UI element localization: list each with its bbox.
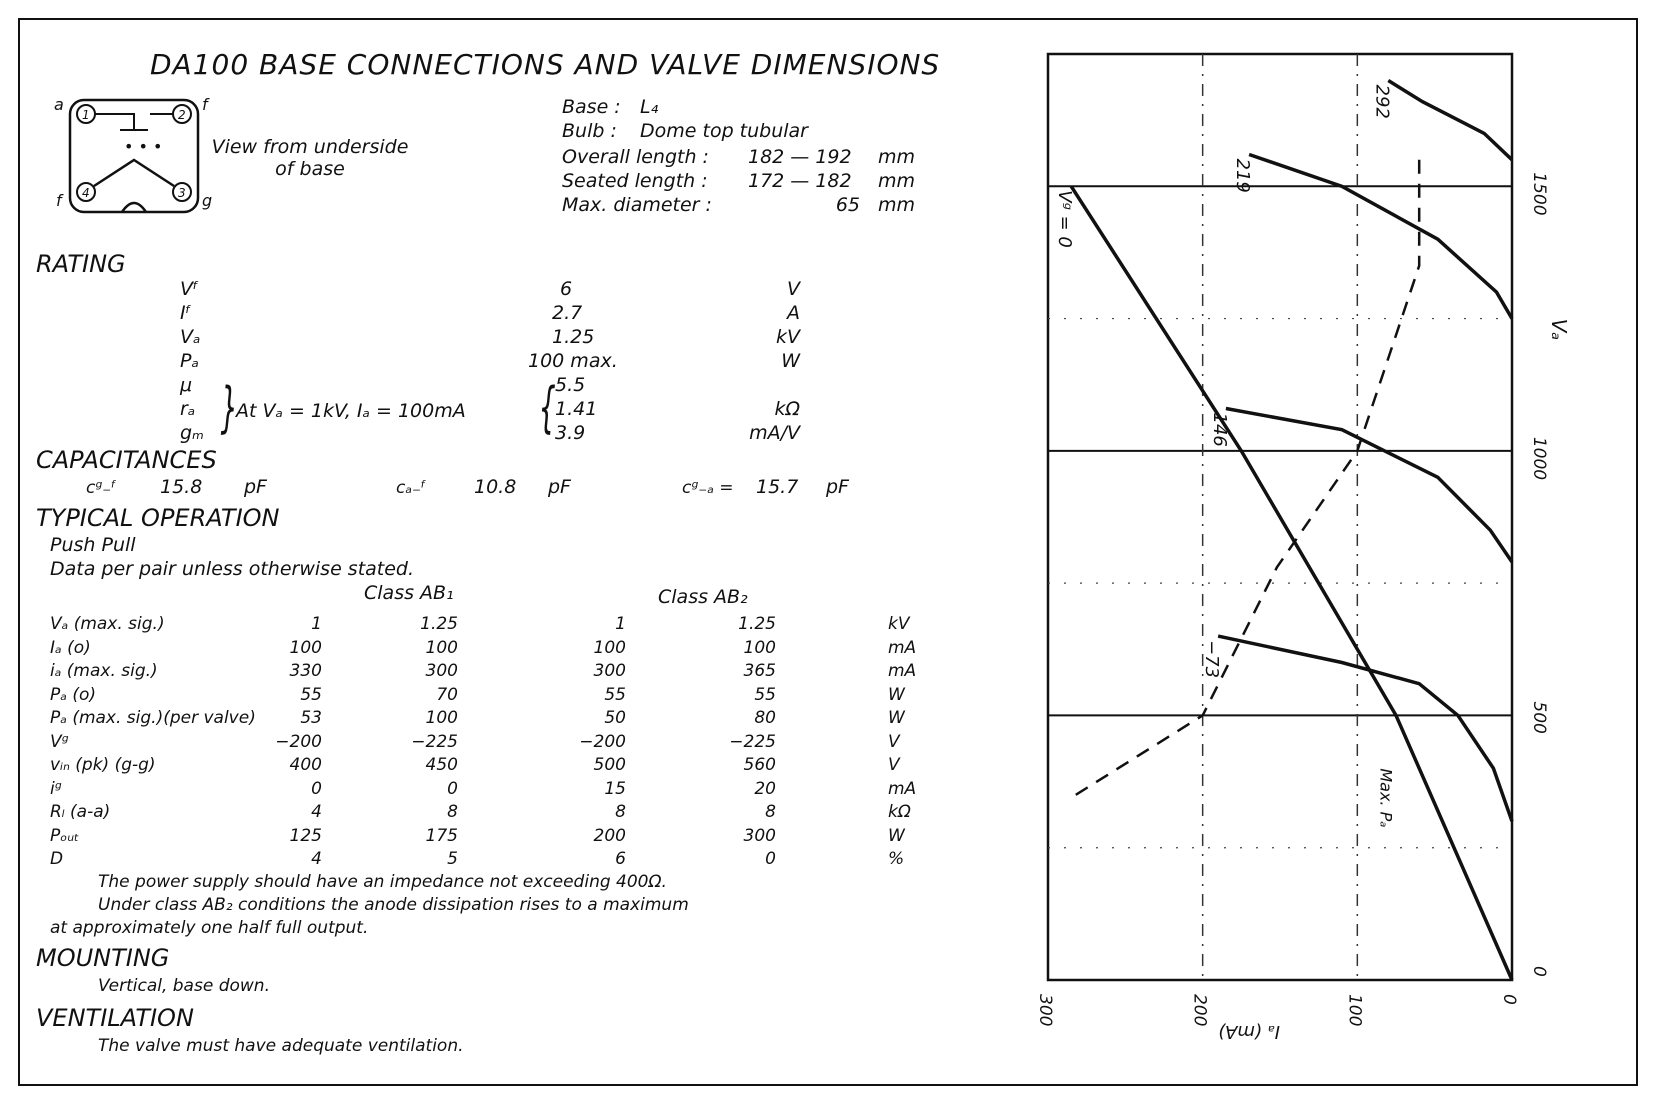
anode-characteristics-chart [1000, 40, 1620, 1080]
op-cell: 5 [447, 849, 458, 869]
op-cell: 15 [604, 778, 626, 799]
push-pull-label: Push Pull [50, 534, 136, 556]
op-cell: 1 [311, 614, 322, 634]
pin-3-label: 3 [178, 186, 186, 200]
op-cell: 125 [289, 825, 322, 846]
x-tick-label: 500 [1529, 701, 1549, 734]
op-cell: 8 [765, 802, 776, 822]
cap-unit: pF [826, 476, 849, 498]
rating-value: 100 max. [528, 350, 618, 372]
op-row-label: iᵍ [50, 778, 62, 799]
cap-value: 15.8 [160, 476, 203, 498]
dim-overall-unit: mm [878, 146, 916, 168]
rating-value: 5.5 [555, 374, 586, 396]
rating-heading: RATING [36, 250, 126, 278]
pin-1-label: 1 [82, 108, 90, 122]
op-cell: −225 [729, 731, 776, 752]
op-cell: 200 [593, 825, 626, 846]
ventilation-heading: VENTILATION [36, 1004, 194, 1032]
op-row-label: vᵢₙ (pk) (g-g) [50, 755, 156, 775]
anode-curve [1388, 81, 1512, 160]
max-dissipation-curve [1076, 160, 1419, 795]
right-brace: } [220, 376, 238, 439]
op-cell: −225 [411, 731, 458, 752]
dim-overall-value: 182 — 192 [748, 146, 852, 168]
capacitances-heading: CAPACITANCES [36, 446, 217, 474]
op-unit: % [888, 849, 905, 869]
op-cell: −200 [579, 731, 626, 752]
data-note: Data per pair unless otherwise stated. [50, 558, 415, 580]
op-cell: 6 [615, 849, 626, 869]
rating-unit: mA/V [749, 422, 800, 444]
op-row-label: Vₐ (max. sig.) [50, 614, 165, 634]
op-row-label: iₐ (max. sig.) [50, 661, 158, 681]
power-supply-note: The power supply should have an impedance not exceeding 400Ω. [98, 872, 667, 892]
dim-diameter-label: Max. diameter : [562, 194, 712, 216]
op-cell: 400 [289, 755, 322, 775]
op-unit: kΩ [888, 802, 911, 822]
pin-label-bottom-right: g [202, 191, 213, 210]
curve-label: 219 [1232, 158, 1254, 193]
page-title: DA100 BASE CONNECTIONS AND VALVE DIMENSIONS [150, 48, 941, 81]
rating-condition: At Vₐ = 1kV, Iₐ = 100mA [236, 400, 466, 422]
cap-unit: pF [244, 476, 267, 498]
svg-text:• • •: • • • [124, 137, 163, 156]
ventilation-text: The valve must have adequate ventilation. [98, 1036, 464, 1056]
op-cell: 20 [754, 778, 776, 799]
y-axis-label: Iₐ (mA) [1218, 1021, 1280, 1042]
rating-unit: V [787, 278, 800, 300]
left-brace: { [538, 376, 556, 439]
op-unit: mA [888, 778, 917, 799]
op-unit: W [888, 708, 905, 728]
op-unit: V [888, 755, 900, 775]
y-tick-label: 100 [1344, 994, 1365, 1027]
op-cell: 8 [615, 802, 626, 822]
dim-base-value: L₄ [640, 96, 659, 118]
op-cell: 100 [593, 637, 626, 658]
op-unit: kV [888, 614, 910, 634]
op-cell: 80 [754, 708, 776, 728]
rating-value: 3.9 [555, 422, 586, 444]
y-tick-label: 0 [1499, 994, 1519, 1005]
op-cell: 4 [311, 849, 322, 869]
dim-diameter-value: 65 [835, 194, 860, 216]
cap-value: 10.8 [474, 476, 517, 498]
dim-overall-label: Overall length : [562, 146, 709, 168]
rating-value: 2.7 [552, 302, 583, 324]
op-cell: 8 [447, 802, 458, 822]
op-cell: 70 [436, 684, 458, 705]
class-ab2-note-cont: at approximately one half full output. [50, 918, 369, 938]
rating-value: 6 [560, 278, 573, 300]
pin-label-bottom-left: f [56, 191, 62, 210]
op-cell: 330 [289, 661, 322, 681]
op-cell: 0 [765, 849, 776, 869]
rating-value: 1.25 [552, 326, 595, 348]
op-cell: 100 [425, 708, 458, 728]
op-cell: 1 [615, 614, 626, 634]
typical-operation-heading: TYPICAL OPERATION [36, 504, 280, 532]
curve-label: 292 [1371, 84, 1393, 119]
op-cell: 100 [425, 637, 458, 658]
class-ab1-header: Class AB₁ [364, 582, 454, 604]
op-cell: 300 [593, 661, 626, 681]
op-cell: 175 [425, 825, 458, 846]
op-unit: mA [888, 637, 917, 658]
op-cell: 1.25 [738, 614, 776, 634]
op-cell: 4 [311, 802, 322, 822]
x-tick-label: 1500 [1529, 172, 1549, 216]
pin-2-label: 2 [178, 108, 186, 122]
curve-label: 146 [1208, 412, 1230, 447]
op-cell: 560 [743, 755, 776, 775]
dim-seated-unit: mm [878, 170, 916, 192]
op-cell: 0 [447, 778, 458, 799]
op-cell: 300 [425, 661, 458, 681]
op-unit: W [888, 684, 905, 705]
x-tick-label: 1000 [1529, 436, 1549, 481]
op-cell: 100 [743, 637, 776, 658]
op-cell: 500 [593, 755, 626, 775]
base-caption-line1: View from underside [211, 136, 409, 158]
dim-bulb-label: Bulb : [562, 120, 617, 142]
op-cell: −200 [275, 731, 322, 752]
base-caption-line2: of base [275, 158, 345, 180]
y-tick-label: 200 [1189, 994, 1210, 1027]
op-cell: 55 [604, 684, 626, 705]
cap-label: cᵍ₋ᶠ [86, 478, 117, 498]
mounting-text: Vertical, base down. [98, 976, 270, 996]
dim-seated-label: Seated length : [562, 170, 708, 192]
rating-value: 1.41 [555, 398, 598, 420]
class-ab2-note: Under class AB₂ conditions the anode dissipation rises to a maximum [98, 895, 689, 915]
pin-label-top-left: a [54, 95, 64, 114]
curve-label: Vᵍ = 0 [1054, 190, 1076, 248]
rating-unit: W [781, 350, 800, 372]
dim-diameter-unit: mm [878, 194, 916, 216]
op-cell: 365 [743, 661, 776, 681]
cap-unit: pF [548, 476, 571, 498]
cap-label: cᵍ₋ₐ = [682, 478, 734, 498]
rating-symbol: Pₐ [180, 350, 199, 372]
op-unit: W [888, 825, 905, 846]
rating-symbol: μ [180, 374, 193, 396]
op-unit: mA [888, 661, 917, 681]
dim-bulb-value: Dome top tubular [640, 120, 808, 142]
class-ab2-header: Class AB₂ [658, 586, 748, 608]
anode-curve [1249, 155, 1512, 319]
op-cell: 53 [300, 708, 322, 728]
dim-base-label: Base : [562, 96, 621, 118]
rating-symbol: Vᶠ [180, 278, 199, 300]
op-cell: 1.25 [420, 614, 458, 634]
rating-unit: kΩ [774, 398, 800, 420]
op-cell: 0 [311, 778, 322, 799]
op-cell: 100 [289, 637, 322, 658]
anode-curve [1071, 186, 1512, 980]
rating-symbol: Vₐ [180, 326, 201, 348]
dim-seated-value: 172 — 182 [748, 170, 852, 192]
op-unit: V [888, 731, 900, 752]
op-row-label: Pₒᵤₜ [50, 825, 80, 846]
op-cell: 50 [604, 708, 626, 728]
y-tick-label: 300 [1035, 994, 1055, 1027]
cap-value: 15.7 [756, 476, 799, 498]
op-row-label: Pₐ (o) [50, 684, 96, 705]
op-row-label: Iₐ (o) [50, 637, 91, 658]
anode-curve [1226, 409, 1512, 563]
base-connection-diagram [50, 94, 220, 224]
op-row-label: Rₗ (a-a) [50, 802, 111, 822]
op-row-label: D [50, 849, 64, 869]
rating-unit: A [787, 302, 800, 324]
cap-label: cₐ₋ᶠ [396, 478, 427, 498]
mounting-heading: MOUNTING [36, 944, 170, 972]
op-row-label: Pₐ (max. sig.)(per valve) [50, 708, 256, 728]
x-tick-label: 0 [1529, 966, 1549, 977]
x-axis-label: Vₐ [1547, 318, 1571, 341]
rating-symbol: rₐ [180, 398, 196, 420]
dashed-curve-label: Max. Pₐ [1376, 768, 1396, 828]
rating-symbol: Iᶠ [180, 302, 192, 324]
op-cell: 55 [754, 684, 776, 705]
op-row-label: Vᵍ [50, 731, 69, 752]
pin-label-top-right: f [202, 95, 208, 114]
op-cell: 55 [300, 684, 322, 705]
pin-4-label: 4 [82, 186, 90, 200]
rating-unit: kV [775, 326, 800, 348]
rating-symbol: gₘ [180, 422, 204, 444]
curve-label: −73 [1201, 640, 1223, 679]
op-cell: 450 [425, 755, 458, 775]
op-cell: 300 [743, 825, 776, 846]
